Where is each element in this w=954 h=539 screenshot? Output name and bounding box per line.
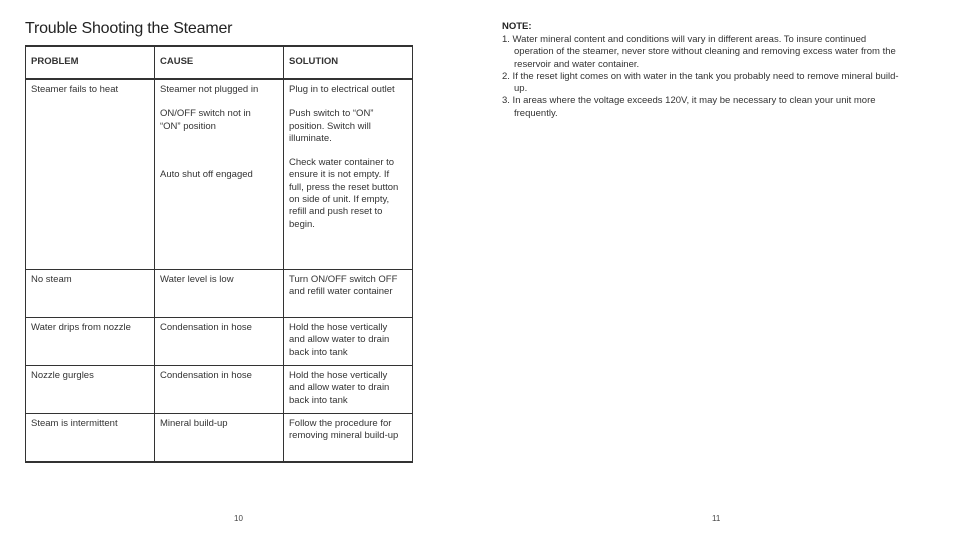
solution-cell: Turn ON/OFF switch OFF and refill water container: [284, 270, 413, 318]
cause-cell: Water level is low: [155, 270, 284, 318]
note-list: [502, 34, 932, 120]
solution-cell: Hold the hose vertically and allow water to drain back into tank: [284, 318, 413, 366]
solution-cell: Follow the procedure for removing mineral build-up: [284, 414, 413, 463]
note-heading: NOTE:: [502, 21, 532, 32]
table-row: [26, 318, 413, 366]
page-number: 10: [234, 514, 243, 523]
solution-cell: Hold the hose vertically and allow water to drain back into tank: [284, 366, 413, 414]
header-cause: CAUSE: [155, 46, 284, 79]
note-item: 1. Water mineral content and conditions will vary in different areas. To insure continued operation of the steamer, never store without cleaning and removing excess water from the reservoir and water container.: [502, 34, 896, 70]
page-number: 11: [712, 514, 721, 523]
problem-cell: Steam is intermittent: [26, 414, 155, 463]
table-row: [26, 366, 413, 414]
table-header-row: [26, 46, 413, 79]
header-solution: SOLUTION: [284, 46, 413, 79]
problem-cell: No steam: [26, 270, 155, 318]
problem-cell: Steamer fails to heat: [26, 79, 155, 270]
solution-cell: Plug in to electrical outlet Push switch to “ON” position. Switch will illuminate. Check water container to ensure it is not empty. If full, press the reset button on side of unit. If empty, refill and push reset to begin.: [284, 79, 413, 270]
right-page: [477, 0, 954, 539]
cause-cell: Steamer not plugged in ON/OFF switch not in “ON” position Auto shut off engaged: [155, 79, 284, 270]
header-problem: PROBLEM: [26, 46, 155, 79]
note-item: 3. In areas where the voltage exceeds 120V, it may be necessary to clean your unit more frequently.: [502, 95, 876, 119]
troubleshooting-table: [25, 45, 413, 463]
problem-cell: Nozzle gurgles: [26, 366, 155, 414]
page-title: Trouble Shooting the Steamer: [25, 20, 233, 37]
table-row: [26, 414, 413, 463]
cause-cell: Mineral build-up: [155, 414, 284, 463]
problem-cell: Water drips from nozzle: [26, 318, 155, 366]
table-row: [26, 270, 413, 318]
note-item: 2. If the reset light comes on with water in the tank you probably need to remove mineral build- up.: [502, 70, 899, 95]
table-row: [26, 79, 413, 270]
cause-cell: Condensation in hose: [155, 366, 284, 414]
cause-cell: Condensation in hose: [155, 318, 284, 366]
